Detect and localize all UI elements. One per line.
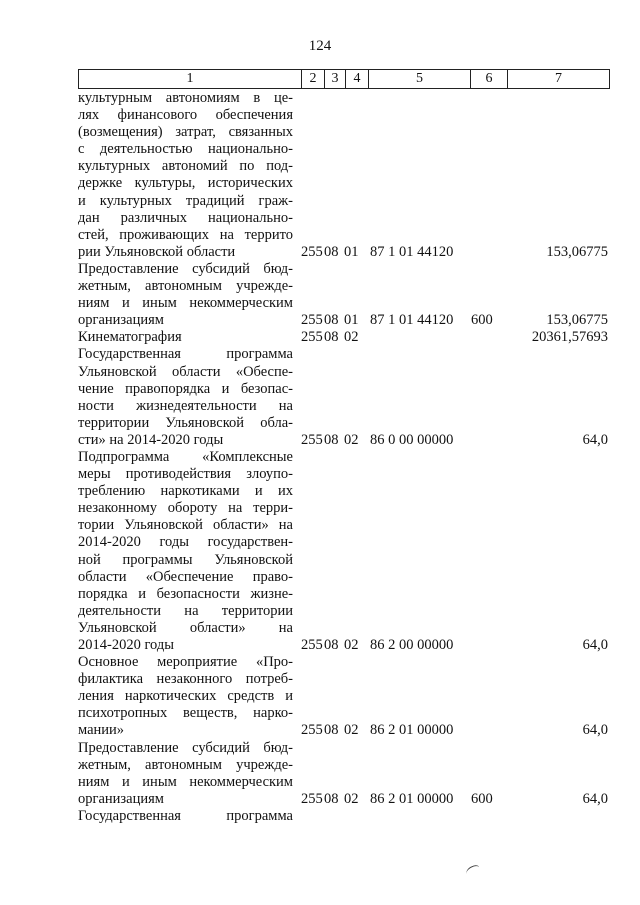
description-line: 2014-2020 годы государствен- xyxy=(78,534,293,551)
row-codes xyxy=(300,722,608,739)
section-code: 08 xyxy=(324,312,339,329)
row-description xyxy=(78,449,293,654)
description-line: организациям xyxy=(78,312,164,329)
description-line: тории Ульяновской области» на xyxy=(78,517,293,534)
row-description xyxy=(78,740,293,808)
row-description xyxy=(78,808,293,825)
row-codes xyxy=(300,312,608,329)
target-article-code: 86 2 00 00000 xyxy=(370,637,454,653)
target-article-code: 86 2 01 00000 xyxy=(370,790,454,807)
description-line: Кинематография xyxy=(78,329,182,346)
subsection-code: 01 xyxy=(344,312,359,329)
expense-type-code: 600 xyxy=(471,312,493,329)
row-codes xyxy=(300,329,608,346)
description-line: психотропных веществ, нарко- xyxy=(78,705,293,722)
table-row xyxy=(78,346,608,449)
description-line: деятельности на территории xyxy=(78,602,293,619)
description-line: треблению наркотиками и их xyxy=(78,483,293,500)
target-article-code: 87 1 01 44120 xyxy=(370,312,454,329)
subsection-code: 02 xyxy=(344,790,359,807)
table-row xyxy=(78,261,608,329)
expense-type-code: 600 xyxy=(471,790,493,807)
ministry-code: 255 xyxy=(301,637,323,653)
amount: 64,0 xyxy=(582,790,608,807)
description-line: ниям и иным некоммерческим xyxy=(78,295,293,312)
target-article-code: 86 0 00 00000 xyxy=(370,431,454,448)
section-code: 08 xyxy=(324,329,339,346)
row-description xyxy=(78,329,293,346)
description-line: меры противодействия злоупо- xyxy=(78,466,293,483)
ministry-code: 255 xyxy=(301,722,323,739)
description-line: территории Ульяновской обла- xyxy=(78,414,293,431)
table-row xyxy=(78,449,608,654)
amount: 153,06775 xyxy=(546,243,608,260)
ministry-code: 255 xyxy=(301,243,323,260)
description-line: Государственная программа xyxy=(78,807,293,824)
description-line: рии Ульяновской области xyxy=(78,243,236,260)
row-codes xyxy=(300,244,608,261)
description-line: лях финансового обеспечения xyxy=(78,107,293,124)
description-line: порядка и безопасности жизне- xyxy=(78,585,293,602)
subsection-code: 02 xyxy=(344,329,359,346)
row-description xyxy=(78,261,293,329)
description-line: жетным, автономным учрежде- xyxy=(78,756,293,773)
description-line: держке культуры, исторических xyxy=(78,175,293,192)
header-cell-7: 7 xyxy=(555,71,562,86)
table-header xyxy=(78,69,610,89)
description-line: 2014-2020 годы xyxy=(78,637,174,653)
description-line: незаконному обороту на терри- xyxy=(78,500,293,517)
description-line: Подпрограмма «Комплексные xyxy=(78,448,293,465)
target-article-code: 87 1 01 44120 xyxy=(370,243,454,260)
description-line: сти» на 2014-2020 годы xyxy=(78,431,224,448)
amount: 64,0 xyxy=(582,431,608,448)
ministry-code: 255 xyxy=(301,790,323,807)
description-line: чение правопорядка и безопас- xyxy=(78,380,293,397)
description-line: культурных автономий по под- xyxy=(78,158,293,175)
amount: 20361,57693 xyxy=(531,329,608,346)
table-row xyxy=(78,654,608,739)
amount: 64,0 xyxy=(582,637,608,653)
row-codes xyxy=(300,808,608,825)
header-cell-1: 1 xyxy=(79,70,302,88)
section-code: 08 xyxy=(324,722,339,739)
header-cell-6: 6 xyxy=(471,70,508,88)
amount: 153,06775 xyxy=(546,312,608,329)
header-cell-2: 2 xyxy=(302,70,325,88)
description-line: стей, проживающих на террито xyxy=(78,226,293,243)
description-line: Ульяновской области «Обеспе- xyxy=(78,363,293,380)
table-body xyxy=(78,90,608,825)
amount: 64,0 xyxy=(582,722,608,739)
row-description xyxy=(78,90,293,261)
subsection-code: 02 xyxy=(344,722,359,739)
row-codes xyxy=(300,791,608,808)
description-line: ной программы Ульяновской xyxy=(78,551,293,568)
description-line: Государственная программа xyxy=(78,346,293,363)
description-line: и культурных традиций граж- xyxy=(78,192,293,209)
description-line: мании» xyxy=(78,722,125,739)
row-codes xyxy=(300,432,608,449)
header-cell-4: 4 xyxy=(346,70,369,88)
page-number: 124 xyxy=(308,38,332,54)
row-codes xyxy=(300,637,608,654)
row-description xyxy=(78,654,293,739)
description-line: ности жизнедеятельности на xyxy=(78,397,293,414)
description-line: области «Обеспечение право- xyxy=(78,568,293,585)
description-line: (возмещения) затрат, связанных xyxy=(78,124,293,141)
table-row xyxy=(78,329,608,346)
section-code: 08 xyxy=(324,790,339,807)
subsection-code: 01 xyxy=(344,243,359,260)
description-line: Предоставление субсидий бюд- xyxy=(78,260,293,277)
target-article-code: 86 2 01 00000 xyxy=(370,722,454,739)
pen-mark xyxy=(465,864,481,877)
description-line: Предоставление субсидий бюд- xyxy=(78,739,293,756)
description-line: ниям и иным некоммерческим xyxy=(78,773,293,790)
description-line: ления наркотических средств и xyxy=(78,688,293,705)
row-description xyxy=(78,346,293,449)
subsection-code: 02 xyxy=(344,431,359,448)
table-row xyxy=(78,740,608,808)
section-code: 08 xyxy=(324,243,339,260)
ministry-code: 255 xyxy=(301,312,323,329)
description-line: дан различных национально- xyxy=(78,209,293,226)
ministry-code: 255 xyxy=(301,431,323,448)
description-line: Основное мероприятие «Про- xyxy=(78,654,293,671)
section-code: 08 xyxy=(324,431,339,448)
subsection-code: 02 xyxy=(344,637,359,653)
ministry-code: 255 xyxy=(301,329,323,346)
table-row xyxy=(78,808,608,825)
description-line: Ульяновской области» на xyxy=(78,619,293,636)
section-code: 08 xyxy=(324,637,339,653)
description-line: культурным автономиям в це- xyxy=(78,90,293,106)
description-line: с деятельностью национально- xyxy=(78,141,293,158)
header-cell-3: 3 xyxy=(325,70,346,88)
description-line: организациям xyxy=(78,790,164,807)
description-line: филактика незаконного потреб- xyxy=(78,671,293,688)
description-line: жетным, автономным учрежде- xyxy=(78,278,293,295)
table-row xyxy=(78,90,608,261)
header-cell-5: 5 xyxy=(369,70,471,88)
